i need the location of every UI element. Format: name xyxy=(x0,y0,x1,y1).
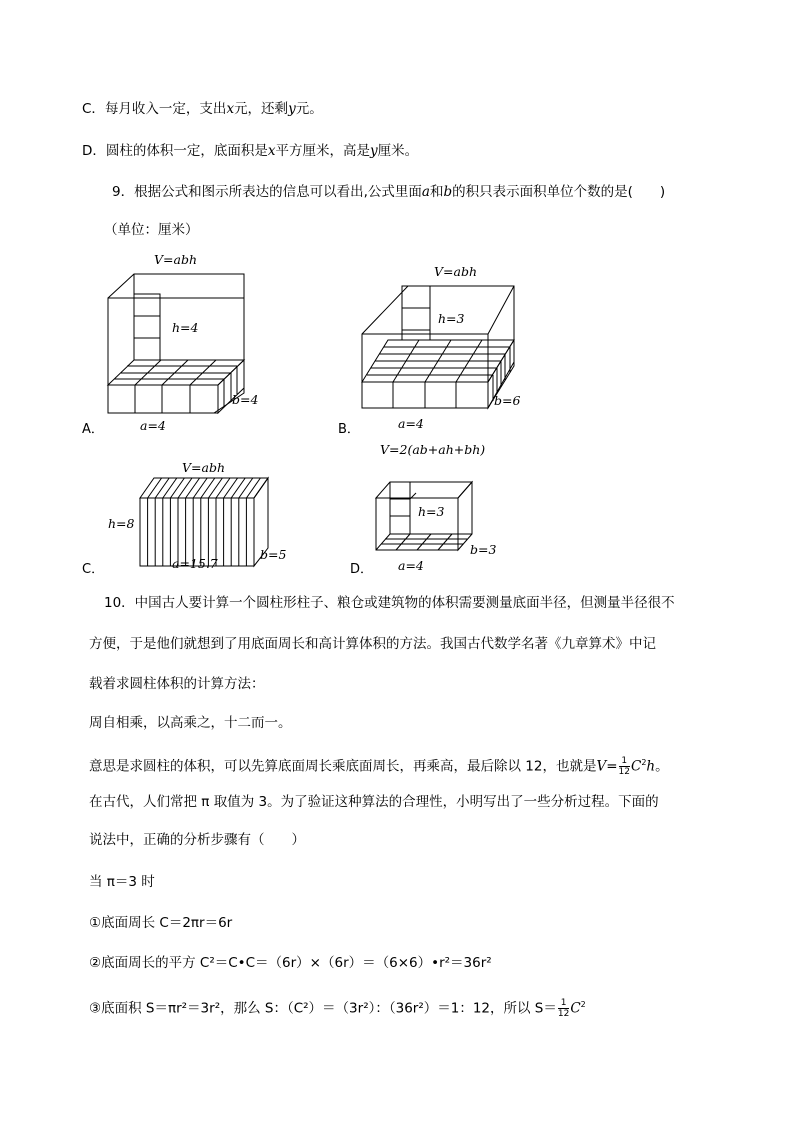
fraction-1-12: $\frac{1}{12}$ xyxy=(618,756,630,777)
figure-b-a: a=4 xyxy=(398,416,424,431)
figure-c-formula: V=abh xyxy=(182,460,226,475)
option-a-label: A． xyxy=(82,422,104,437)
figure-d xyxy=(372,440,542,575)
q9-unit: （单位：厘米） xyxy=(104,222,199,238)
q10-line2: 方便，于是他们就想到了用底面周长和高计算体积的方法。我国古代数学名著《九章算术》中记 xyxy=(89,636,656,652)
figure-c-a: a=15.7 xyxy=(172,556,218,571)
figure-a-formula: V=abh xyxy=(154,252,198,267)
q8-option-c: C．每月收入一定，支出x元，还剩y元。 xyxy=(82,101,323,117)
figure-a-b: b=4 xyxy=(232,392,259,407)
figure-b-b: b=6 xyxy=(494,393,521,408)
figure-c-slice-top xyxy=(148,478,162,498)
figure-c-slice-top xyxy=(170,478,184,498)
figure-c xyxy=(104,456,304,574)
q10-line1: 10．中国古人要计算一个圆柱形柱子、粮仓或建筑物的体积需要测量底面半径，但测量半径很不 xyxy=(104,595,675,611)
q9-stem: 9．根据公式和图示所表达的信息可以看出,公式里面a和b的积只表示面积单位个数的是( ) xyxy=(112,184,666,200)
figure-c-slice-top xyxy=(239,478,253,498)
q10-line8: 当 π＝3 时 xyxy=(89,874,155,890)
figure-c-slice-top xyxy=(186,478,200,498)
figure-c-slice-top xyxy=(224,478,238,498)
figure-b xyxy=(360,262,540,437)
q10-line6: 在古代，人们常把 π 取值为 3。为了验证这种算法的合理性，小明写出了一些分析过程。下面的 xyxy=(89,794,659,810)
figure-c-slice-top xyxy=(254,478,268,498)
figure-b-h: h=3 xyxy=(438,311,465,326)
q10-line3: 载着求圆柱体积的计算方法： xyxy=(89,676,265,692)
q10-step2: ②底面周长的平方 C²＝C•C＝（6r）×（6r）＝（6×6）•r²＝36r² xyxy=(89,955,492,971)
figure-b-formula: V=abh xyxy=(434,264,478,279)
option-c-label: C． xyxy=(82,562,105,577)
figure-d-formula: V=2(ab+ah+bh) xyxy=(380,442,486,457)
option-d-label: D． xyxy=(350,562,374,577)
fraction-1-12-step3: $\frac{1}{12}$ xyxy=(557,998,570,1019)
figure-c-slice-top xyxy=(193,478,207,498)
figure-c-slice-top xyxy=(216,478,230,498)
figure-a-a: a=4 xyxy=(140,418,166,433)
q10-line4: 周自相乘，以高乘之，十二而一。 xyxy=(89,715,292,731)
figure-c-slice-top xyxy=(201,478,215,498)
q10-step1: ①底面周长 C＝2πr＝6r xyxy=(89,915,233,931)
figure-c-slice-top xyxy=(208,478,222,498)
figure-d-b: b=3 xyxy=(470,542,497,557)
option-b-label: B． xyxy=(338,422,360,437)
figure-c-slice-top xyxy=(155,478,169,498)
q10-line7: 说法中，正确的分析步骤有（ ） xyxy=(89,832,305,848)
figure-d-a: a=4 xyxy=(398,558,424,573)
figure-c-slice-top xyxy=(163,478,177,498)
q10-line5: 意思是求圆柱的体积，可以先算底面周长乘底面周长，再乘高，最后除以 12，也就是V= $\frac{1}{12}$ $C^2h$。 xyxy=(89,756,669,777)
q8-option-d: D．圆柱的体积一定，底面积是x平方厘米，高是y厘米。 xyxy=(82,143,419,159)
figure-a-h: h=4 xyxy=(172,320,199,335)
q10-step3: ③底面积 S＝πr²＝3r²，那么 S：（C²）＝（3r²）：（36r²）＝1：12，所以 S＝ $\frac{1}{12}$ $C^2$ xyxy=(89,998,586,1019)
figure-c-h: h=8 xyxy=(108,516,135,531)
figure-c-slice-top xyxy=(178,478,192,498)
figure-c-slice-top xyxy=(231,478,245,498)
figure-a xyxy=(84,250,284,435)
figure-d-h: h=3 xyxy=(418,504,445,519)
figure-c-b: b=5 xyxy=(260,547,287,562)
figure-c-slice-top xyxy=(246,478,260,498)
